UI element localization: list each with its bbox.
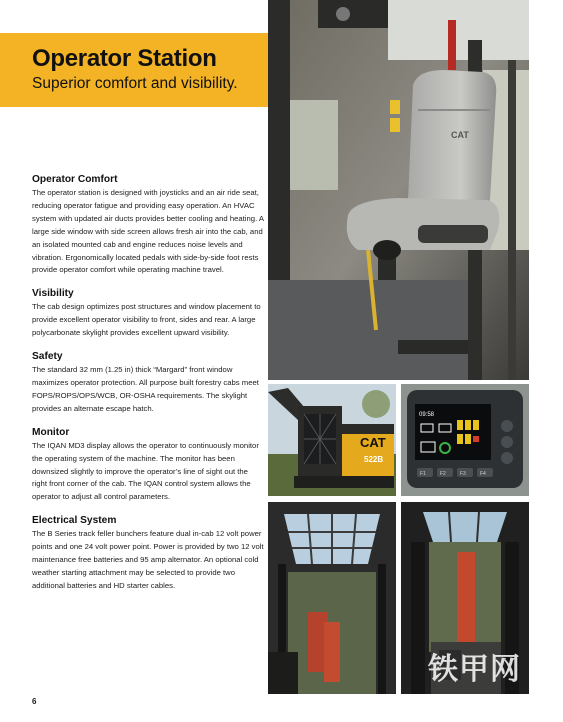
section-body: The standard 32 mm (1.25 in) thick “Margard” front window maximizes operator protection. All purpose built forestry cabs meet FOPS/ROPS/OPS/WCB, OR-OSHA requirements. The skylight provides an alternate escape hatch. [32, 365, 259, 413]
section-visibility [32, 288, 264, 340]
section-heading: Electrical System [32, 515, 117, 527]
page-title: Operator Station [32, 45, 217, 72]
skylight-photo [268, 502, 396, 694]
machine-photo [268, 384, 396, 496]
section-heading: Visibility [32, 288, 74, 300]
seat-cat-logo: CAT [451, 130, 469, 140]
section-heading: Operator Comfort [32, 174, 118, 185]
section-body: The operator station is designed with joysticks and an air ride seat, reducing operator fatigue and providing easy operation. An HVAC system with updated air ducts provides better cooling and heating. A large side window with side screen allows fresh air into the cab, and an isolated mounted cab and engine reduces noise levels and vibration. Ergonomically located pedals with side-by-side foot rests provide operator comfort while operating machine travel. [32, 188, 264, 275]
text-column [32, 174, 264, 604]
watermark: 铁甲网 [428, 652, 521, 687]
page-subtitle: Superior comfort and visibility. [32, 75, 238, 92]
skylight-illustration [268, 502, 396, 694]
monitor-time: 09:58 [419, 412, 435, 418]
monitor-button-f1: F1 [420, 471, 426, 477]
page-number: 6 [32, 697, 37, 706]
section-operator-comfort [32, 174, 264, 277]
monitor-illustration [401, 384, 529, 496]
machine-model-label: 522B [364, 455, 384, 464]
machine-cat-logo: CAT [360, 435, 386, 450]
section-body: The cab design optimizes post structures and window placement to provide excellent operator visibility to front, sides and rear. A large polycarbonate skylight provides excellent upward visibility. [32, 302, 261, 338]
section-electrical-system [32, 515, 264, 593]
section-monitor [32, 427, 264, 505]
section-safety [32, 351, 264, 416]
cab-seat-illustration [268, 0, 529, 380]
section-heading: Safety [32, 351, 63, 363]
monitor-photo [401, 384, 529, 496]
cab-seat-photo [268, 0, 529, 380]
section-body: The IQAN MD3 display allows the operator to continuously monitor the operating system of the machine. The monitor has been downsized slightly to improve the operator’s line of sight out the right front corner of the cab. The IQAN control system allows the operator to adjust all control parameters. [32, 440, 259, 502]
section-heading: Monitor [32, 426, 70, 438]
monitor-button-f4: F4 [480, 471, 486, 477]
machine-illustration [268, 384, 396, 496]
monitor-button-f3: F3 [460, 471, 466, 477]
cab-rear-photo [401, 502, 529, 694]
section-body: The B Series track feller bunchers feature dual in-cab 12 volt power points and one 24 volt power point. Power is provided by two 12 volt maintenance free batteries and 95 amp alternator. An optional cold weather starting attachment may be selected to provide two additional batteries and HD starter cables. [32, 529, 264, 590]
monitor-button-f2: F2 [440, 471, 446, 477]
